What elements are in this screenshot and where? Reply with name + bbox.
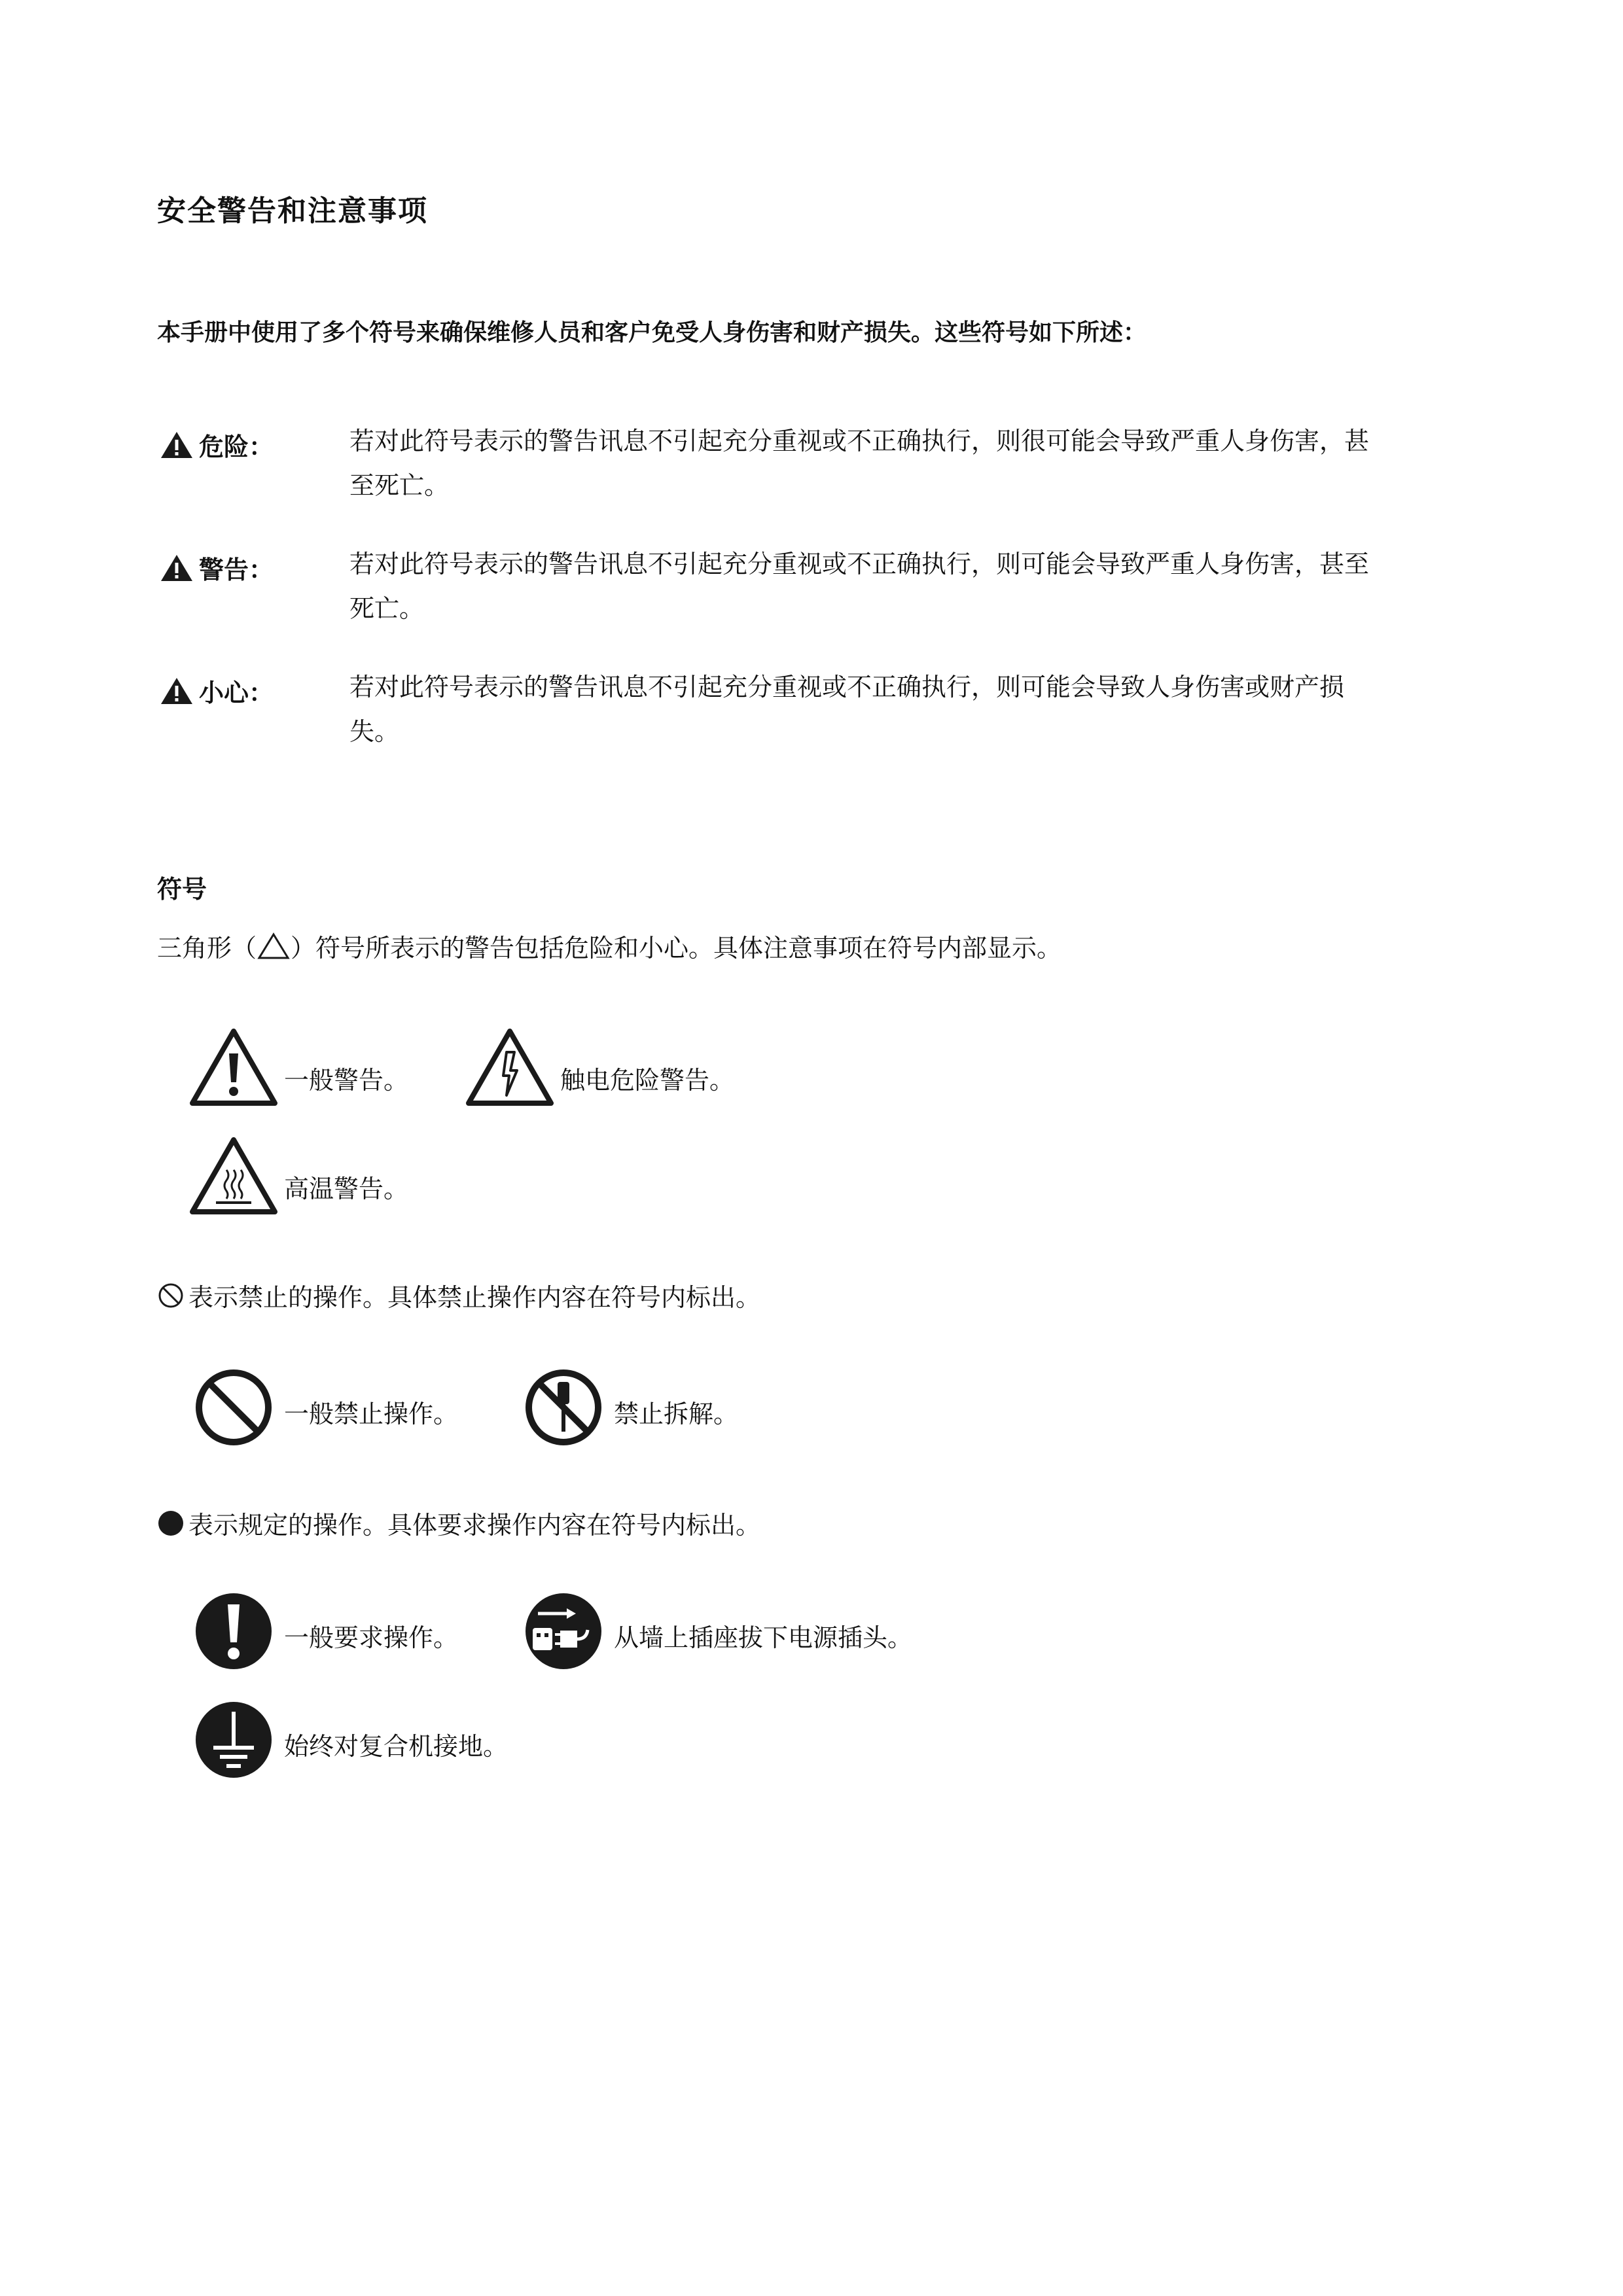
prohibit-intro-text: 表示禁止的操作。具体禁止操作内容在符号内标出。 — [188, 1283, 761, 1312]
danger-description — [349, 419, 1488, 508]
page-title: 安全警告和注意事项 — [157, 194, 428, 228]
general-prohibition-icon — [194, 1368, 274, 1447]
prohibit-intro — [157, 1277, 760, 1313]
general-prohibition-symbol — [194, 1368, 274, 1447]
do-not-disassemble-icon — [524, 1368, 603, 1447]
warning-triangle-icon — [160, 431, 194, 459]
caution-label-text: 小心： — [199, 679, 274, 707]
do-not-disassemble-label: 禁止拆解。 — [614, 1400, 739, 1428]
electric-shock-warning-icon — [466, 1029, 554, 1106]
warning-label — [160, 550, 274, 586]
do-not-disassemble-symbol — [524, 1368, 603, 1447]
high-temperature-label: 高温警告。 — [284, 1174, 409, 1203]
general-mandatory-icon — [194, 1591, 274, 1671]
general-mandatory-symbol — [194, 1591, 274, 1671]
symbols-section-title: 符号 — [157, 875, 207, 904]
triangle-intro-after: ）符号所表示的警告包括危险和小心。具体注意事项在符号内部显示。 — [291, 934, 1062, 963]
danger-label-text: 危险： — [199, 433, 274, 461]
caution-description — [349, 665, 1488, 754]
triangle-intro-before: 三角形（ — [157, 934, 257, 963]
ground-symbol — [194, 1700, 274, 1780]
caution-description-line1: 若对此符号表示的警告讯息不引起充分重视或不正确执行，则可能会导致人身伤害或财产损 — [349, 673, 1345, 701]
ground-icon — [194, 1700, 274, 1780]
unplug-power-symbol — [524, 1591, 603, 1671]
general-warning-symbol — [190, 1029, 277, 1106]
electric-shock-symbol — [466, 1029, 554, 1106]
high-temperature-warning-icon — [190, 1137, 277, 1214]
filled-circle-icon — [157, 1510, 185, 1537]
danger-description-line2: 至死亡。 — [349, 471, 450, 500]
caution-description-line2: 失。 — [349, 717, 400, 746]
unplug-power-label: 从墙上插座拔下电源插头。 — [614, 1623, 913, 1652]
general-warning-label: 一般警告。 — [284, 1066, 409, 1095]
prohibition-circle-icon — [157, 1282, 185, 1309]
intro-text: 本手册中使用了多个符号来确保维修人员和客户免受人身伤害和财产损失。这些符号如下所述： — [157, 319, 1147, 346]
mandatory-intro — [157, 1505, 760, 1541]
mandatory-intro-text: 表示规定的操作。具体要求操作内容在符号内标出。 — [188, 1511, 761, 1540]
warning-description-line2: 死亡。 — [349, 594, 425, 623]
warning-triangle-icon — [160, 677, 194, 705]
danger-description-line1: 若对此符号表示的警告讯息不引起充分重视或不正确执行，则很可能会导致严重人身伤害，甚 — [349, 427, 1370, 455]
general-mandatory-label: 一般要求操作。 — [284, 1623, 459, 1652]
general-warning-icon — [190, 1029, 277, 1106]
high-temperature-symbol — [190, 1137, 277, 1214]
warning-description-line1: 若对此符号表示的警告讯息不引起充分重视或不正确执行，则可能会导致严重人身伤害，甚至 — [349, 550, 1370, 578]
outline-triangle-icon — [257, 932, 291, 961]
caution-label — [160, 673, 274, 709]
danger-label — [160, 427, 274, 463]
general-prohibition-label: 一般禁止操作。 — [284, 1400, 459, 1428]
warning-label-text: 警告： — [199, 556, 274, 584]
warning-triangle-icon — [160, 554, 194, 582]
triangle-intro — [157, 928, 1061, 964]
unplug-power-icon — [524, 1591, 603, 1671]
ground-label: 始终对复合机接地。 — [284, 1732, 508, 1761]
warning-description — [349, 542, 1488, 631]
electric-shock-label: 触电危险警告。 — [560, 1066, 735, 1095]
